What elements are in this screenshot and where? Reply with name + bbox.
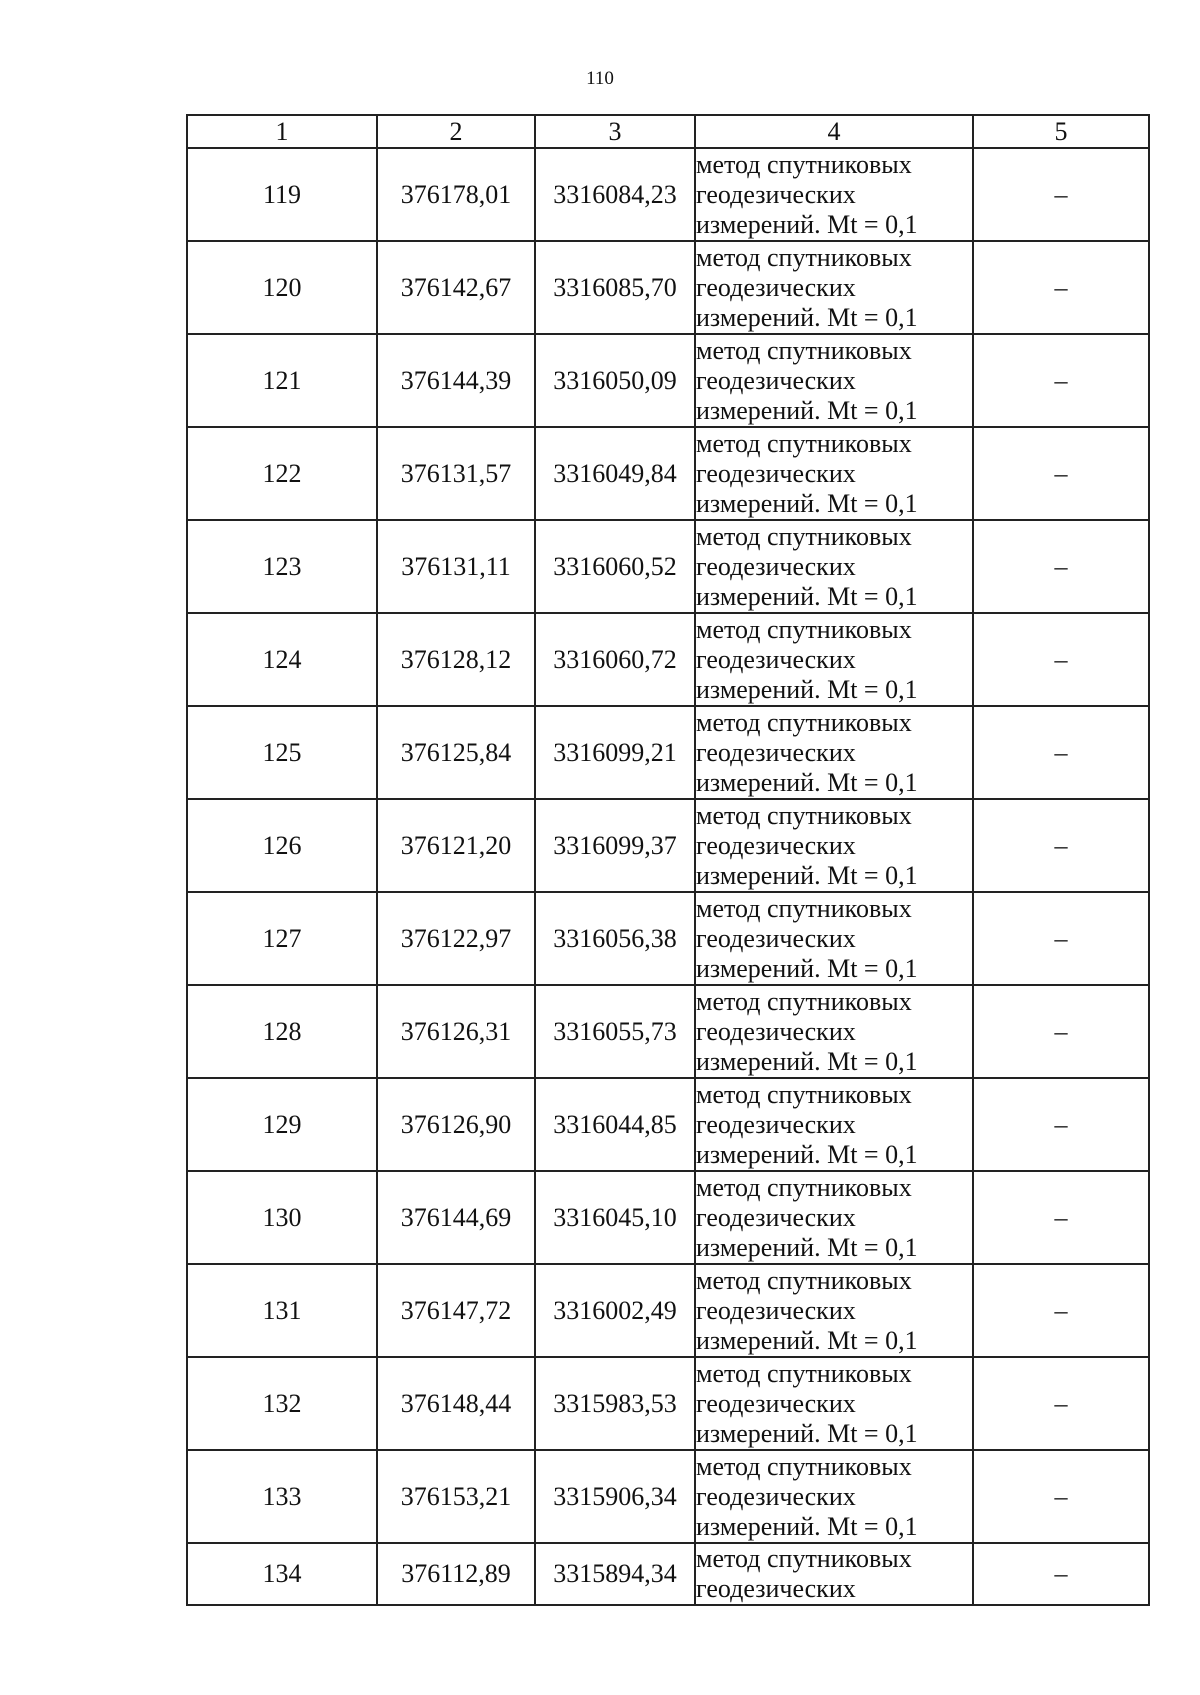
table-row — [187, 1264, 1149, 1357]
y-coordinate-cell: 3316045,10 — [535, 1171, 695, 1264]
point-number-cell: 131 — [187, 1264, 377, 1357]
column-header-3: 3 — [535, 115, 695, 148]
x-coordinate-cell: 376178,01 — [377, 148, 535, 241]
column-header-2: 2 — [377, 115, 535, 148]
x-coordinate-cell: 376147,72 — [377, 1264, 535, 1357]
note-cell: – — [973, 1171, 1149, 1264]
point-number-cell: 132 — [187, 1357, 377, 1450]
method-cell: метод спутниковых геодезических измерений. Mt = 0,1 — [695, 427, 973, 520]
method-cell: метод спутниковых геодезических измерений. Mt = 0,1 — [695, 1264, 973, 1357]
note-cell: – — [973, 1357, 1149, 1450]
x-coordinate-cell: 376128,12 — [377, 613, 535, 706]
note-cell: – — [973, 427, 1149, 520]
point-number-cell: 121 — [187, 334, 377, 427]
y-coordinate-cell: 3316060,72 — [535, 613, 695, 706]
x-coordinate-cell: 376122,97 — [377, 892, 535, 985]
method-cell: метод спутниковых геодезических измерений. Mt = 0,1 — [695, 1171, 973, 1264]
y-coordinate-cell: 3316060,52 — [535, 520, 695, 613]
x-coordinate-cell: 376144,39 — [377, 334, 535, 427]
y-coordinate-cell: 3315983,53 — [535, 1357, 695, 1450]
y-coordinate-cell: 3316084,23 — [535, 148, 695, 241]
table-row — [187, 241, 1149, 334]
table-row — [187, 892, 1149, 985]
table-row — [187, 1450, 1149, 1543]
table-row — [187, 1357, 1149, 1450]
y-coordinate-cell: 3316099,21 — [535, 706, 695, 799]
point-number-cell: 128 — [187, 985, 377, 1078]
point-number-cell: 130 — [187, 1171, 377, 1264]
method-cell: метод спутниковых геодезических измерений. Mt = 0,1 — [695, 334, 973, 427]
method-cell: метод спутниковых геодезических измерений. Mt = 0,1 — [695, 799, 973, 892]
point-number-cell: 120 — [187, 241, 377, 334]
x-coordinate-cell: 376148,44 — [377, 1357, 535, 1450]
x-coordinate-cell: 376125,84 — [377, 706, 535, 799]
method-cell: метод спутниковых геодезических измерений. Mt = 0,1 — [695, 520, 973, 613]
point-number-cell: 122 — [187, 427, 377, 520]
y-coordinate-cell: 3316044,85 — [535, 1078, 695, 1171]
method-cell: метод спутниковых геодезических измерений. Mt = 0,1 — [695, 1078, 973, 1171]
table-row — [187, 427, 1149, 520]
table-header-row — [187, 115, 1149, 148]
method-cell: метод спутниковых геодезических измерений. Mt = 0,1 — [695, 241, 973, 334]
point-number-cell: 119 — [187, 148, 377, 241]
note-cell: – — [973, 892, 1149, 985]
page-number: 110 — [586, 68, 614, 89]
note-cell: – — [973, 799, 1149, 892]
point-number-cell: 134 — [187, 1543, 377, 1605]
note-cell: – — [973, 334, 1149, 427]
y-coordinate-cell: 3315906,34 — [535, 1450, 695, 1543]
note-cell: – — [973, 1264, 1149, 1357]
table-row — [187, 1171, 1149, 1264]
note-cell: – — [973, 613, 1149, 706]
method-cell: метод спутниковых геодезических — [695, 1543, 973, 1605]
table-row — [187, 1078, 1149, 1171]
note-cell: – — [973, 1078, 1149, 1171]
x-coordinate-cell: 376131,11 — [377, 520, 535, 613]
note-cell: – — [973, 241, 1149, 334]
method-cell: метод спутниковых геодезических измерений. Mt = 0,1 — [695, 1357, 973, 1450]
table-row — [187, 799, 1149, 892]
x-coordinate-cell: 376126,90 — [377, 1078, 535, 1171]
x-coordinate-cell: 376126,31 — [377, 985, 535, 1078]
note-cell: – — [973, 706, 1149, 799]
method-cell: метод спутниковых геодезических измерений. Mt = 0,1 — [695, 706, 973, 799]
method-cell: метод спутниковых геодезических измерений. Mt = 0,1 — [695, 148, 973, 241]
point-number-cell: 123 — [187, 520, 377, 613]
table-row — [187, 520, 1149, 613]
note-cell: – — [973, 148, 1149, 241]
table-body — [187, 148, 1149, 1605]
point-number-cell: 127 — [187, 892, 377, 985]
table-row — [187, 334, 1149, 427]
y-coordinate-cell: 3316002,49 — [535, 1264, 695, 1357]
y-coordinate-cell: 3316099,37 — [535, 799, 695, 892]
y-coordinate-cell: 3316056,38 — [535, 892, 695, 985]
table-row — [187, 613, 1149, 706]
method-cell: метод спутниковых геодезических измерений. Mt = 0,1 — [695, 985, 973, 1078]
coordinates-table — [186, 114, 1150, 1606]
table-row — [187, 706, 1149, 799]
method-cell: метод спутниковых геодезических измерений. Mt = 0,1 — [695, 892, 973, 985]
x-coordinate-cell: 376112,89 — [377, 1543, 535, 1605]
column-header-4: 4 — [695, 115, 973, 148]
table-row — [187, 148, 1149, 241]
x-coordinate-cell: 376131,57 — [377, 427, 535, 520]
point-number-cell: 129 — [187, 1078, 377, 1171]
point-number-cell: 124 — [187, 613, 377, 706]
y-coordinate-cell: 3316049,84 — [535, 427, 695, 520]
x-coordinate-cell: 376121,20 — [377, 799, 535, 892]
x-coordinate-cell: 376142,67 — [377, 241, 535, 334]
x-coordinate-cell: 376153,21 — [377, 1450, 535, 1543]
column-header-1: 1 — [187, 115, 377, 148]
y-coordinate-cell: 3316055,73 — [535, 985, 695, 1078]
note-cell: – — [973, 1543, 1149, 1605]
table-row — [187, 985, 1149, 1078]
y-coordinate-cell: 3316085,70 — [535, 241, 695, 334]
table-row — [187, 1543, 1149, 1605]
method-cell: метод спутниковых геодезических измерений. Mt = 0,1 — [695, 1450, 973, 1543]
y-coordinate-cell: 3316050,09 — [535, 334, 695, 427]
method-cell: метод спутниковых геодезических измерений. Mt = 0,1 — [695, 613, 973, 706]
point-number-cell: 126 — [187, 799, 377, 892]
note-cell: – — [973, 1450, 1149, 1543]
note-cell: – — [973, 520, 1149, 613]
point-number-cell: 125 — [187, 706, 377, 799]
column-header-5: 5 — [973, 115, 1149, 148]
note-cell: – — [973, 985, 1149, 1078]
point-number-cell: 133 — [187, 1450, 377, 1543]
x-coordinate-cell: 376144,69 — [377, 1171, 535, 1264]
y-coordinate-cell: 3315894,34 — [535, 1543, 695, 1605]
